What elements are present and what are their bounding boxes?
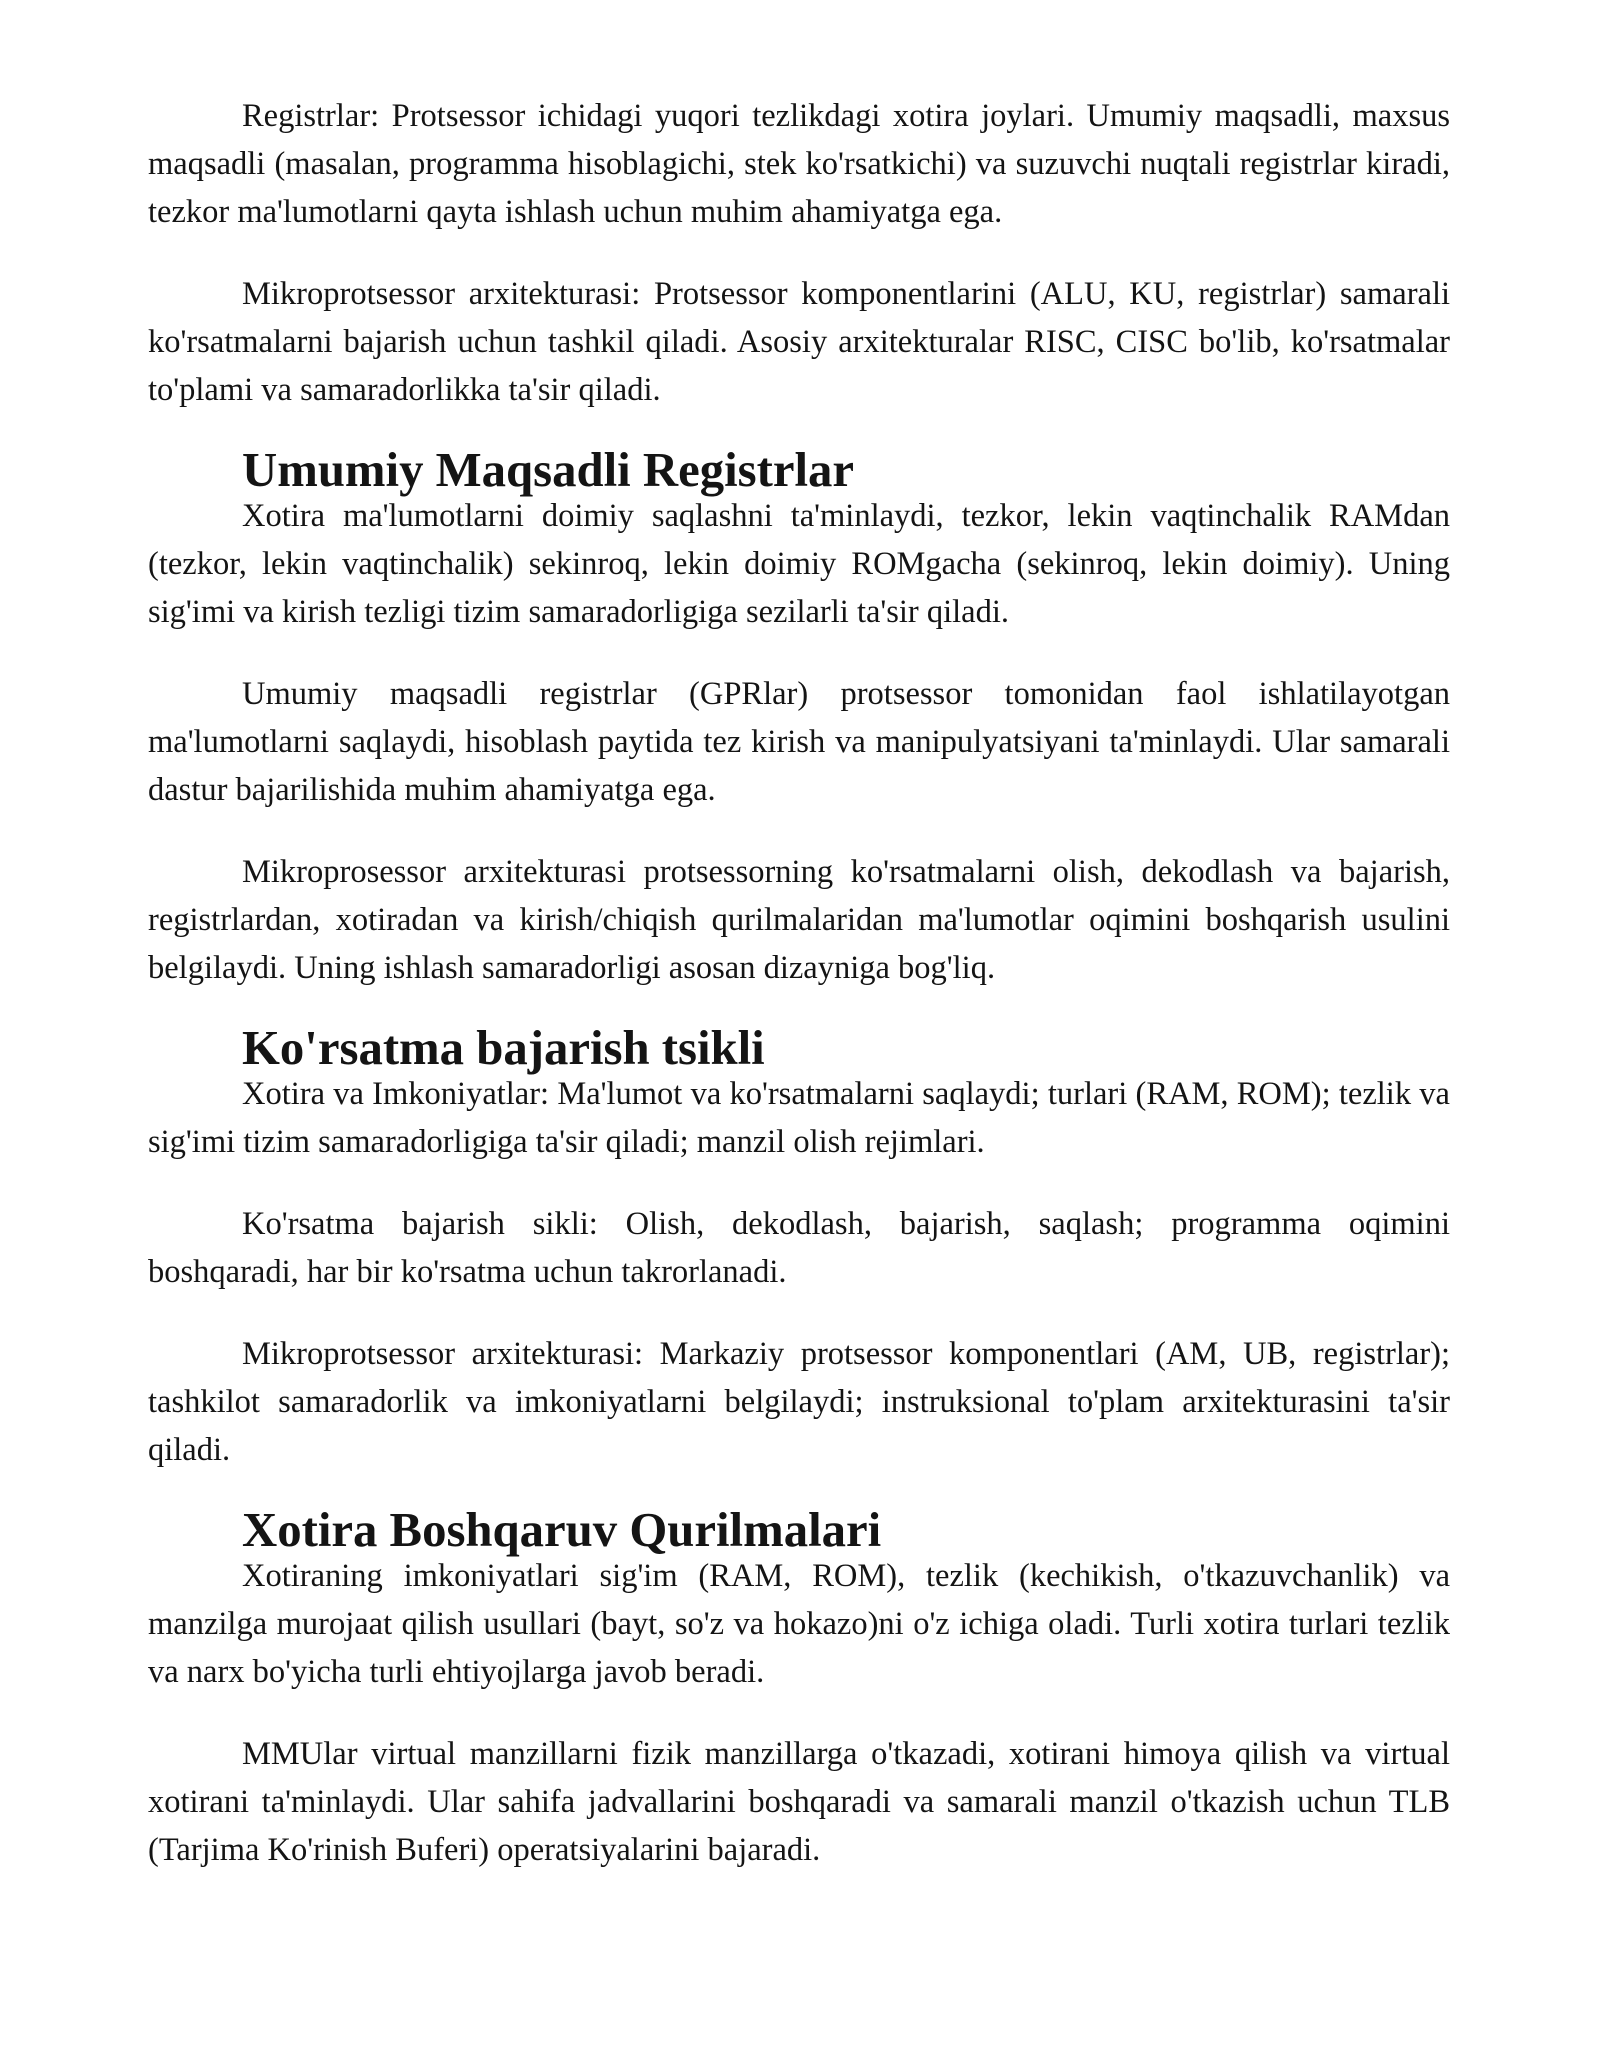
paragraph-markaziy-protsessor: Mikroprotsessor arxitekturasi: Markaziy protsessor komponentlari (AM, UB, registrlar); tashkilot samaradorlik va imkoniyatlarni belgilaydi; instruksional to'plam arxitekturasini ta'sir qiladi.: [148, 1336, 1450, 1468]
paragraph-mikroprosessor-arxitekturasi: Mikroprosessor arxitekturasi protsessorning ko'rsatmalarni olish, dekodlash va bajarish, registrlardan, xotiradan va kirish/chiqish qurilmalaridan ma'lumotlar oqimini boshqarish usulini belgilaydi. Uning ishlash samaradorligi asosan dizayniga bog'liq.: [148, 854, 1450, 986]
paragraph-xotira-imkoniyatlar: Xotira va Imkoniyatlar: Ma'lumot va ko'rsatmalarni saqlaydi; turlari (RAM, ROM); tezlik va sig'imi tizim samaradorligiga ta'sir qiladi; manzil olish rejimlari.: [148, 1076, 1450, 1160]
paragraph-mikroprotsessor-arxitekturasi: Mikroprotsessor arxitekturasi: Protsessor komponentlarini (ALU, KU, registrlar) samarali ko'rsatmalarni bajarish uchun tashkil qiladi. Asosiy arxitekturalar RISC, CISC bo'lib, ko'rsatmalar to'plami va samaradorlikka ta'sir qiladi.: [148, 276, 1450, 408]
paragraph-korsatma-bajarish-sikli: Ko'rsatma bajarish sikli: Olish, dekodlash, bajarish, saqlash; programma oqimini boshqaradi, har bir ko'rsatma uchun takrorlanadi.: [148, 1206, 1450, 1290]
paragraph-registrlar: Registrlar: Protsessor ichidagi yuqori tezlikdagi xotira joylari. Umumiy maqsadli, maxsus maqsadli (masalan, programma hisoblagichi, stek ko'rsatkichi) va suzuvchi nuqtali registrlar kiradi, tezkor ma'lumotlarni qayta ishlash uchun muhim ahamiyatga ega.: [148, 98, 1450, 230]
heading-korsatma-bajarish-tsikli: Ko'rsatma bajarish tsikli: [242, 1021, 765, 1075]
heading-xotira-boshqaruv-qurilmalari: Xotira Boshqaruv Qurilmalari: [242, 1503, 882, 1557]
heading-umumiy-maqsadli-registrlar: Umumiy Maqsadli Registrlar: [242, 443, 855, 497]
paragraph-gpr: Umumiy maqsadli registrlar (GPRlar) protsessor tomonidan faol ishlatilayotgan ma'lumotlarni saqlaydi, hisoblash paytida tez kirish va manipulyatsiyani ta'minlaydi. Ular samarali dastur bajarilishida muhim ahamiyatga ega.: [148, 676, 1450, 808]
paragraph-xotira: Xotira ma'lumotlarni doimiy saqlashni ta'minlaydi, tezkor, lekin vaqtinchalik RAMdan (tezkor, lekin vaqtinchalik) sekinroq, lekin doimiy ROMgacha (sekinroq, lekin doimiy). Uning sig'imi va kirish tezligi tizim samaradorligiga sezilarli ta'sir qiladi.: [148, 498, 1450, 630]
paragraph-mmu: MMUlar virtual manzillarni fizik manzillarga o'tkazadi, xotirani himoya qilish va virtual xotirani ta'minlaydi. Ular sahifa jadvallarini boshqaradi va samarali manzil o'tkazish uchun TLB (Tarjima Ko'rinish Buferi) operatsiyalarini bajaradi.: [148, 1736, 1450, 1868]
paragraph-xotiraning-imkoniyatlari: Xotiraning imkoniyatlari sig'im (RAM, ROM), tezlik (kechikish, o'tkazuvchanlik) va manzilga murojaat qilish usullari (bayt, so'z va hokazo)ni o'z ichiga oladi. Turli xotira turlari tezlik va narx bo'yicha turli ehtiyojlarga javob beradi.: [148, 1558, 1450, 1690]
